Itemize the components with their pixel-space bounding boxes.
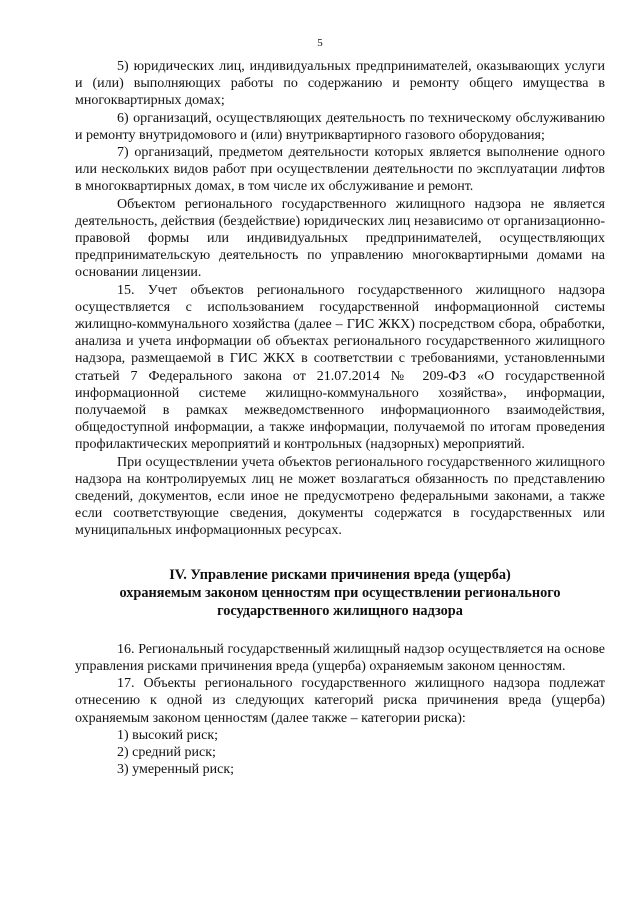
document-body xyxy=(75,58,605,778)
risk-category-moderate: 3) умеренный риск; xyxy=(117,762,235,778)
paragraph-17: 17. Объекты регионального государственного жилищного надзора подлежат отнесению к одной из следующих категорий риска причинения вреда (ущерба) охраняемым законом ценностям (далее также – категории риска): xyxy=(75,676,605,726)
risk-category-medium: 2) средний риск; xyxy=(117,744,216,760)
risk-category-high: 1) высокий риск; xyxy=(117,727,219,743)
paragraph-15: 15. Учет объектов регионального государственного жилищного надзора осуществляется с использованием государственной информационной системы жилищно-коммунального хозяйства (далее – ГИС ЖКХ) посредством сбора, обработки, анализа и учета информации об объектах регионального государственного жилищного надзора, размещаемой в ГИС ЖКХ в соответствии с требованиями, установленными статьей 7 Федерального закона от 21.07.2014 № 209-ФЗ «О государственной информационной системе жилищно-коммунального хозяйства», информации, получаемой в рамках межведомственного информационного взаимодействия, общедоступной информации, а также информации, получаемой по итогам проведения профилактических мероприятий и контрольных (надзорных) мероприятий. xyxy=(75,282,605,453)
section-heading xyxy=(75,566,605,620)
paragraph-item-7: 7) организаций, предметом деятельности которых является выполнение одного или нескольких видов работ при осуществлении деятельности по эксплуатации лифтов в многоквартирных домах, в том числе их обслуживание и ремонт. xyxy=(75,145,605,195)
paragraph-16: 16. Региональный государственный жилищный надзор осуществляется на основе управления рисками причинения вреда (ущерба) охраняемым законом ценностям. xyxy=(75,641,605,674)
paragraph-item-5: 5) юридических лиц, индивидуальных предпринимателей, оказывающих услуги и (или) выполняющих работы по содержанию и ремонту общего имущества в многоквартирных домах; xyxy=(75,59,605,109)
page-number: 5 xyxy=(317,37,323,49)
section-heading-line-3: государственного жилищного надзора xyxy=(217,602,463,619)
section-heading-line-1: IV. Управление рисками причинения вреда (ущерба) xyxy=(169,566,511,583)
paragraph-accounting: При осуществлении учета объектов регионального государственного жилищного надзора на контролируемых лиц не может возлагаться обязанность по представлению сведений, документов, если иное не предусмотрено федеральными законами, а также если соответствующие сведения, документы содержатся в государственных или муниципальных информационных ресурсах. xyxy=(75,454,605,539)
paragraph-not-object: Объектом регионального государственного жилищного надзора не является деятельность, действия (бездействие) юридических лиц независимо от организационно-правовой формы или индивидуальных предпринимателей, осуществляющих предпринимательскую деятельность по управлению многоквартирными домами на основании лицензии. xyxy=(75,196,605,281)
paragraph-item-6: 6) организаций, осуществляющих деятельность по техническому обслуживанию и ремонту внутридомового и (или) внутриквартирного газового оборудования; xyxy=(75,110,605,143)
section-heading-line-2: охраняемым законом ценностям при осуществлении регионального xyxy=(119,584,561,601)
